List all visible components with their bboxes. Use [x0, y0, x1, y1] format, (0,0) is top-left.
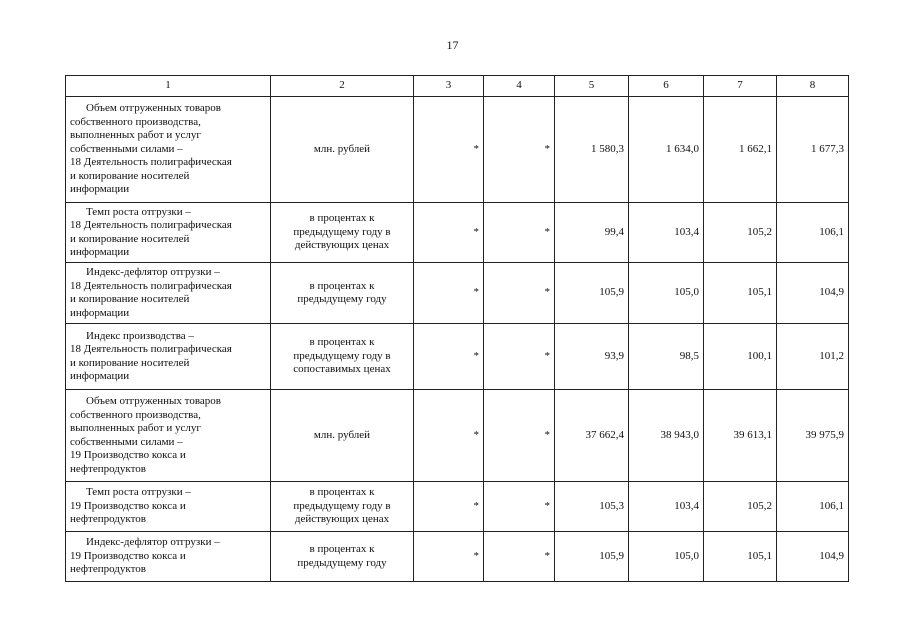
header-cell-5: 5	[555, 76, 629, 97]
value-cell-5: 99,4	[555, 203, 629, 263]
value-cell-3: *	[414, 263, 484, 324]
header-cell-7: 7	[704, 76, 777, 97]
table-row	[66, 482, 849, 532]
header-cell-3: 3	[414, 76, 484, 97]
value-cell-4: *	[484, 97, 555, 203]
value-cell-6: 1 634,0	[629, 97, 704, 203]
value-cell-4: *	[484, 482, 555, 532]
value-cell-6: 103,4	[629, 482, 704, 532]
unit-cell	[271, 203, 414, 263]
unit-cell	[271, 482, 414, 532]
indicator-line: информации	[70, 306, 130, 319]
value-cell-5: 105,9	[555, 532, 629, 582]
indicator-cell	[66, 390, 271, 482]
header-cell-1: 1	[66, 76, 271, 97]
unit-line: в процентах к	[309, 212, 375, 225]
indicator-line: 18 Деятельность полиграфическая	[70, 156, 232, 169]
indicator-line: собственного производства,	[70, 115, 201, 128]
value-cell-6: 98,5	[629, 324, 704, 390]
indicator-cell	[66, 482, 271, 532]
unit-line: действующих ценах	[294, 513, 390, 526]
indicator-line: Индекс-дефлятор отгрузки –	[86, 536, 220, 549]
value-cell-7: 39 613,1	[704, 390, 777, 482]
value-cell-7: 105,2	[704, 482, 777, 532]
indicator-line: 19 Производство кокса и	[70, 449, 186, 461]
indicator-line: 18 Деятельность полиграфическая	[70, 279, 232, 292]
indicator-cell	[66, 324, 271, 390]
header-cell-4: 4	[484, 76, 555, 97]
unit-line: в процентах к	[309, 336, 375, 349]
value-cell-8: 106,1	[777, 203, 849, 263]
unit-line: в процентах к	[309, 279, 375, 292]
indicator-line: информации	[70, 370, 130, 382]
indicator-line: Индекс производства –	[86, 329, 194, 342]
unit-cell	[271, 97, 414, 203]
table-row	[66, 390, 849, 482]
indicator-line: собственными силами –	[70, 142, 183, 155]
value-cell-4: *	[484, 532, 555, 582]
value-cell-5: 1 580,3	[555, 97, 629, 203]
value-cell-7: 105,1	[704, 532, 777, 582]
unit-line: в процентах к	[309, 543, 375, 555]
unit-cell	[271, 324, 414, 390]
indicator-line: собственного производства,	[70, 408, 201, 421]
indicator-line: Темп роста отгрузки –	[86, 486, 191, 499]
header-cell-2: 2	[271, 76, 414, 97]
header-cell-8: 8	[777, 76, 849, 97]
indicator-line: Объем отгруженных товаров	[86, 102, 221, 115]
indicator-line: информации	[70, 183, 130, 196]
value-cell-3: *	[414, 203, 484, 263]
value-cell-6: 103,4	[629, 203, 704, 263]
value-cell-4: *	[484, 324, 555, 390]
value-cell-5: 105,9	[555, 263, 629, 324]
indicator-line: нефтепродуктов	[70, 563, 146, 576]
value-cell-6: 105,0	[629, 263, 704, 324]
unit-line: действующих ценах	[294, 239, 390, 252]
unit-line: предыдущему году	[297, 556, 387, 569]
value-cell-5: 37 662,4	[555, 390, 629, 482]
unit-cell	[271, 263, 414, 324]
value-cell-3: *	[414, 532, 484, 582]
value-cell-7: 100,1	[704, 324, 777, 390]
indicator-cell	[66, 532, 271, 582]
indicator-cell	[66, 263, 271, 324]
value-cell-7: 105,2	[704, 203, 777, 263]
value-cell-8: 104,9	[777, 263, 849, 324]
value-cell-4: *	[484, 390, 555, 482]
indicator-line: информации	[70, 246, 130, 258]
unit-cell	[271, 390, 414, 482]
value-cell-8: 104,9	[777, 532, 849, 582]
indicator-line: 19 Производство кокса и	[70, 499, 186, 512]
value-cell-3: *	[414, 482, 484, 532]
value-cell-5: 105,3	[555, 482, 629, 532]
indicator-line: 19 Производство кокса и	[70, 549, 186, 562]
value-cell-7: 1 662,1	[704, 97, 777, 203]
unit-line: предыдущему году	[297, 293, 387, 305]
indicator-line: Индекс-дефлятор отгрузки –	[86, 266, 220, 278]
value-cell-8: 1 677,3	[777, 97, 849, 203]
value-cell-7: 105,1	[704, 263, 777, 324]
indicator-line: и копирование носителей	[70, 293, 190, 305]
indicator-line: собственными силами –	[70, 435, 183, 448]
indicator-line: 18 Деятельность полиграфическая	[70, 343, 232, 355]
indicator-line: Темп роста отгрузки –	[86, 205, 191, 218]
value-cell-3: *	[414, 97, 484, 203]
indicator-cell	[66, 97, 271, 203]
indicator-line: и копирование носителей	[70, 169, 190, 182]
value-cell-3: *	[414, 390, 484, 482]
table-row	[66, 324, 849, 390]
table-row	[66, 97, 849, 203]
indicator-cell	[66, 203, 271, 263]
indicator-line: нефтепродуктов	[70, 462, 146, 475]
indicator-line: Объем отгруженных товаров	[86, 395, 221, 407]
value-cell-3: *	[414, 324, 484, 390]
indicator-line: выполненных работ и услуг	[70, 422, 201, 434]
table-row	[66, 263, 849, 324]
unit-cell	[271, 532, 414, 582]
value-cell-4: *	[484, 263, 555, 324]
indicator-line: 18 Деятельность полиграфическая	[70, 219, 232, 231]
value-cell-4: *	[484, 203, 555, 263]
unit-line: предыдущему году в	[293, 499, 391, 512]
value-cell-6: 105,0	[629, 532, 704, 582]
indicator-line: и копирование носителей	[70, 356, 190, 369]
indicator-line: и копирование носителей	[70, 232, 190, 245]
header-cell-6: 6	[629, 76, 704, 97]
indicators-table	[65, 75, 849, 582]
value-cell-5: 93,9	[555, 324, 629, 390]
unit-line: предыдущему году в	[293, 349, 391, 362]
value-cell-8: 106,1	[777, 482, 849, 532]
value-cell-8: 39 975,9	[777, 390, 849, 482]
unit-line: предыдущему году в	[293, 225, 391, 238]
unit-line: сопоставимых ценах	[293, 363, 391, 376]
indicator-line: нефтепродуктов	[70, 513, 146, 526]
value-cell-6: 38 943,0	[629, 390, 704, 482]
unit-line: млн. рублей	[313, 142, 371, 155]
indicator-line: выполненных работ и услуг	[70, 129, 201, 142]
value-cell-8: 101,2	[777, 324, 849, 390]
unit-line: млн. рублей	[313, 428, 371, 441]
table-row	[66, 532, 849, 582]
page-number: 17	[446, 38, 459, 52]
unit-line: в процентах к	[309, 486, 375, 499]
header-row	[66, 76, 849, 97]
table-row	[66, 203, 849, 263]
